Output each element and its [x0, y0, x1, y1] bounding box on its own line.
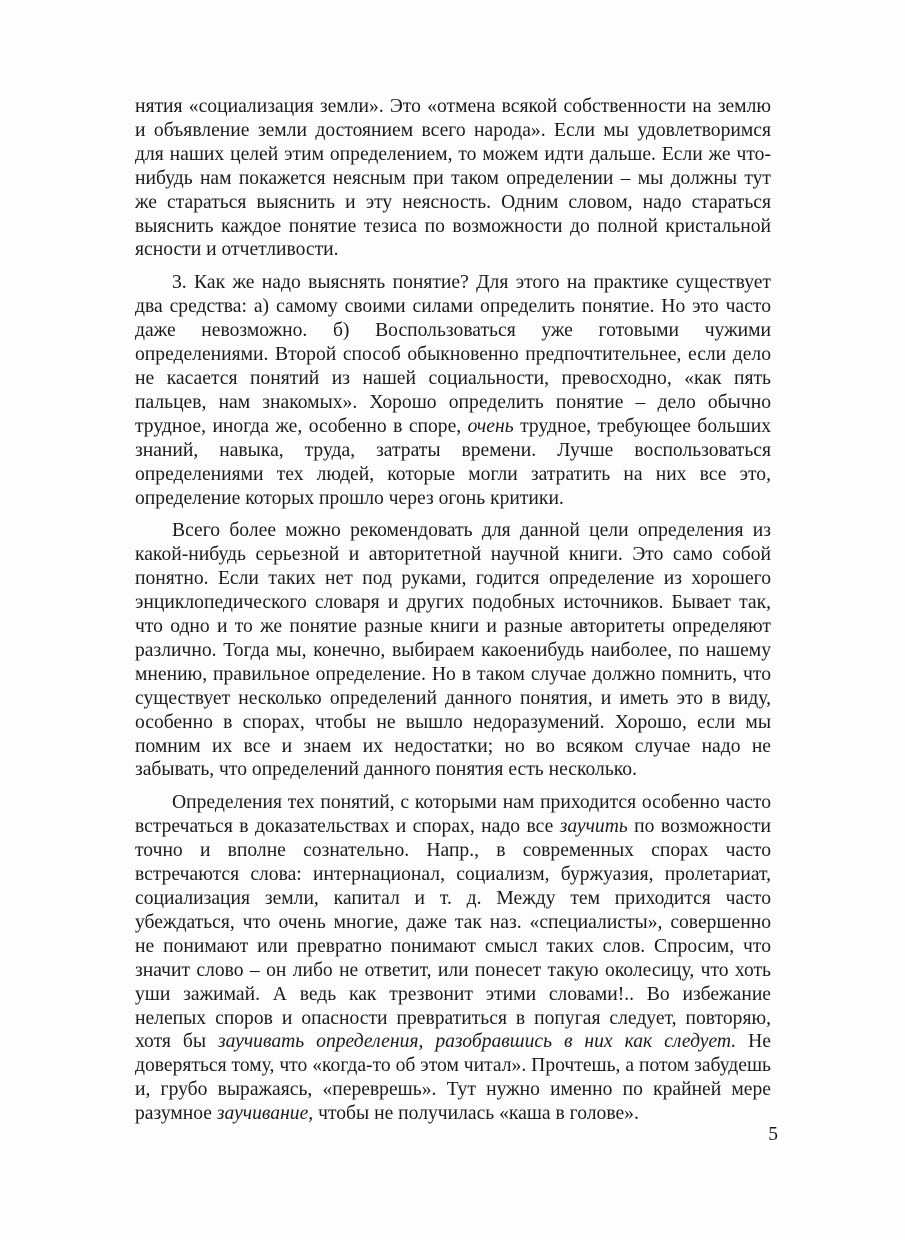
paragraph-2 [135, 271, 771, 510]
emphasis-text: заучить [559, 816, 628, 838]
paragraph-3 [135, 519, 771, 782]
paragraph-text: Определения тех понятий, с которыми нам приходится особенно часто встречаться в доказательствах и спорах, надо все [135, 792, 771, 838]
paragraph-4 [135, 791, 771, 1126]
body-text [135, 95, 771, 1135]
paragraph-text: нятия «социализация земли». Это «отмена всякой собственности на землю и объявление земли достоянием всего народа». Если мы удовлетворимся для наших целей этим определением, то можем идти дальше. Если же что-нибудь нам покажется неясным при таком определении – мы должны тут же стараться выяснить и эту неясность. Одним словом, надо стараться выяснить каждое понятие тезиса по возможности до полной кристальной ясности и отчетливости. [135, 96, 771, 261]
paragraph-text: трудное, требующее больших знаний, навыка, труда, затраты времени. Лучше воспользоваться определениями тех людей, которые могли затратить на них все это, определение которых прошло через огонь критики. [135, 415, 771, 509]
paragraph-text: Не доверяться тому, что «когда-то об этом читал». Прочтешь, а потом забудешь и, грубо выражаясь, «переврешь». Тут нужно именно по крайней мере разумное [135, 1031, 772, 1125]
emphasis-text: заучивание, [216, 1103, 314, 1125]
page-number: 5 [768, 1124, 778, 1145]
paragraph-text: по возможности точно и вполне сознательно. Напр., в современных спорах часто встречаются слова: интернационал, социализм, буржуазия, пролетариат, социализация земли, капитал и т. д. Между тем приходится часто убеждаться, что очень многие, даже так наз. «специалисты», совершенно не понимают или превратно понимают смысл таких слов. Спросим, что значит слово – он либо не ответит, или понесет такую околесицу, что хоть уши зажимай. А ведь как трезвонит этими словами!.. Во избежание нелепых споров и опасности превратиться в попугая следует, повторяю, хотя бы [135, 816, 772, 1053]
emphasis-text: очень [467, 415, 514, 437]
paragraph-text: чтобы не получилась «каша в голове». [313, 1103, 639, 1125]
paragraph-text: 3. Как же надо выяснять понятие? Для этого на практике существует два средства: а) самому своими силами определить понятие. Но это часто даже невозможно. б) Воспользоваться уже готовыми чужими определениями. Второй способ обыкновенно предпочтительнее, если дело не касается понятий из нашей социальности, превосходно, «как пять пальцев, нам знакомых». Хорошо определить понятие – дело обычно трудное, иногда же, особенно в споре, [135, 272, 771, 437]
paragraph-text: Всего более можно рекомендовать для данной цели определения из какой-нибудь серьезной и авторитетной научной книги. Это само собой понятно. Если таких нет под руками, годится определение из хорошего энциклопедического словаря и других подобных источников. Бывает так, что одно и то же понятие разные книги и разные авторитеты определяют различно. Тогда мы, конечно, выбираем какоенибудь наиболее, по нашему мнению, правильное определение. Но в таком случае должно помнить, что существует несколько определений данного понятия, и иметь это в виду, особенно в спорах, чтобы не вышло недоразумений. Хорошо, если мы помним их все и знаем их недостатки; но во всяком случае надо не забывать, что определений данного понятия есть несколько. [135, 520, 771, 781]
emphasis-text: заучивать определения, разобравшись в них как следует. [217, 1031, 737, 1053]
paragraph-1 [135, 95, 771, 262]
